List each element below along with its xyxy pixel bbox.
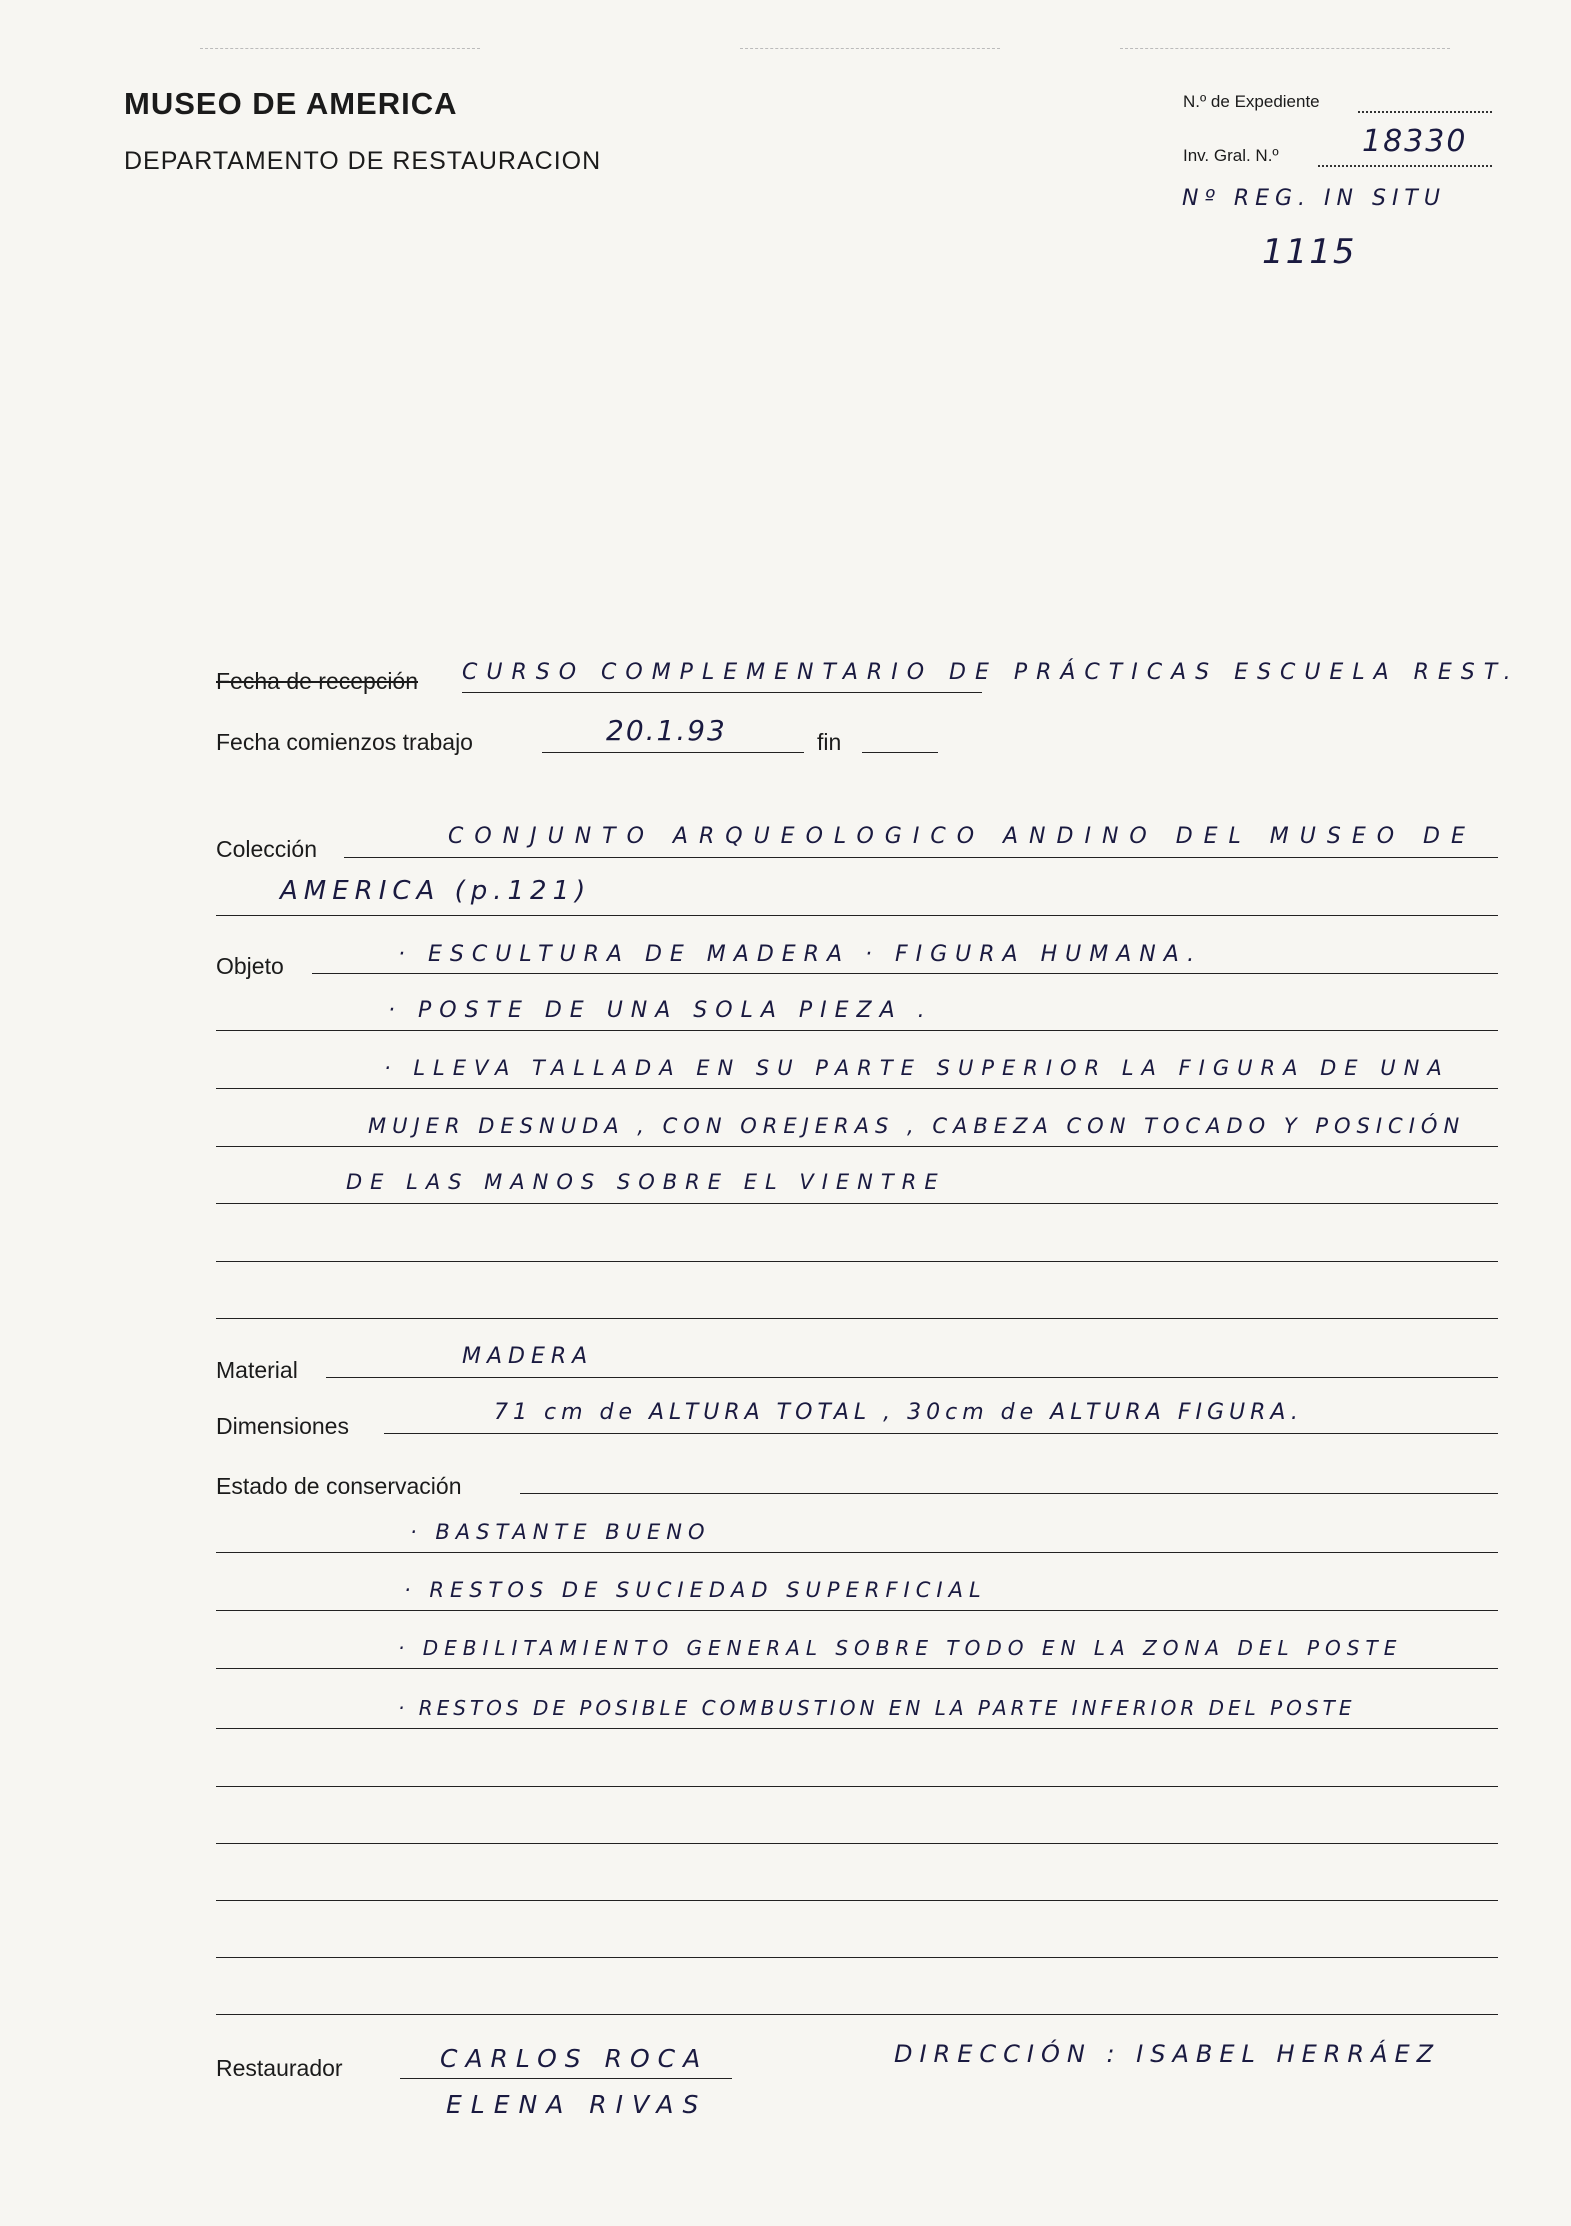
objeto-value-5-handwritten: DE LAS MANOS SOBRE EL VIENTRE bbox=[346, 1170, 946, 1194]
objeto-value-2-handwritten: · POSTE DE UNA SOLA PIEZA . bbox=[388, 998, 933, 1023]
expediente-label: N.º de Expediente bbox=[1183, 92, 1320, 111]
top-decorative-dash bbox=[740, 48, 1000, 49]
direccion-value-handwritten: DIRECCIÓN : ISABEL HERRÁEZ bbox=[894, 2040, 1441, 2068]
reg-note-handwritten: Nº REG. IN SITU bbox=[1182, 186, 1446, 211]
restaurador-value-1-handwritten: CARLOS ROCA bbox=[440, 2044, 709, 2073]
comienzos-label: Fecha comienzos trabajo bbox=[216, 729, 473, 755]
department-title: DEPARTAMENTO DE RESTAURACION bbox=[124, 147, 602, 175]
objeto-line-5 bbox=[216, 1203, 1498, 1204]
dimensiones-label: Dimensiones bbox=[216, 1413, 349, 1439]
top-decorative-dash bbox=[1120, 48, 1450, 49]
estado-line-1 bbox=[216, 1552, 1498, 1553]
objeto-value-3-handwritten: · LLEVA TALLADA EN SU PARTE SUPERIOR LA FIGURA DE UNA bbox=[384, 1056, 1450, 1080]
objeto-line-1 bbox=[312, 973, 1498, 974]
estado-label: Estado de conservación bbox=[216, 1473, 462, 1499]
estado-value-4-handwritten: · RESTOS DE POSIBLE COMBUSTION EN LA PARTE INFERIOR DEL POSTE bbox=[398, 1696, 1356, 1720]
inv-dots bbox=[1318, 165, 1492, 167]
fin-label: fin bbox=[817, 729, 842, 755]
estado-line-9 bbox=[216, 2014, 1498, 2015]
material-label: Material bbox=[216, 1357, 298, 1383]
restaurador-line bbox=[400, 2078, 732, 2079]
estado-line-0 bbox=[520, 1493, 1498, 1494]
restaurador-label: Restaurador bbox=[216, 2055, 343, 2081]
estado-line-6 bbox=[216, 1843, 1498, 1844]
estado-value-2-handwritten: · RESTOS DE SUCIEDAD SUPERFICIAL bbox=[404, 1578, 987, 1602]
museum-title: MUSEO DE AMERICA bbox=[124, 86, 458, 121]
objeto-label: Objeto bbox=[216, 953, 284, 979]
dimensiones-line bbox=[384, 1433, 1498, 1434]
estado-line-3 bbox=[216, 1668, 1498, 1669]
inv-label: Inv. Gral. N.º bbox=[1183, 146, 1279, 165]
objeto-line-6 bbox=[216, 1261, 1498, 1262]
comienzos-value-handwritten: 20.1.93 bbox=[606, 714, 727, 747]
objeto-line-4 bbox=[216, 1146, 1498, 1147]
recepcion-line bbox=[462, 692, 982, 693]
estado-line-4 bbox=[216, 1728, 1498, 1729]
coleccion-value-1-handwritten: CONJUNTO ARQUEOLOGICO ANDINO DEL MUSEO DE bbox=[448, 824, 1476, 849]
objeto-line-2 bbox=[216, 1030, 1498, 1031]
comienzos-line bbox=[542, 752, 804, 753]
estado-value-1-handwritten: · BASTANTE BUENO bbox=[410, 1520, 711, 1544]
reg-number-handwritten: 1115 bbox=[1262, 232, 1357, 272]
estado-line-5 bbox=[216, 1786, 1498, 1787]
recepcion-label: Fecha de recepción bbox=[216, 668, 419, 694]
objeto-line-3 bbox=[216, 1088, 1498, 1089]
fin-line bbox=[862, 752, 938, 753]
restaurador-value-2-handwritten: ELENA RIVAS bbox=[446, 2090, 708, 2119]
top-decorative-dash bbox=[200, 48, 480, 49]
coleccion-line-2 bbox=[216, 915, 1498, 916]
material-line bbox=[326, 1377, 1498, 1378]
estado-line-7 bbox=[216, 1900, 1498, 1901]
objeto-value-1-handwritten: · ESCULTURA DE MADERA · FIGURA HUMANA. bbox=[398, 942, 1203, 967]
estado-value-3-handwritten: · DEBILITAMIENTO GENERAL SOBRE TODO EN LA ZONA DEL POSTE bbox=[398, 1636, 1403, 1660]
material-value-handwritten: MADERA bbox=[462, 1344, 594, 1369]
expediente-dots bbox=[1358, 111, 1492, 113]
coleccion-label: Colección bbox=[216, 836, 317, 862]
coleccion-value-2-handwritten: AMERICA (p.121) bbox=[280, 876, 592, 906]
objeto-line-7 bbox=[216, 1318, 1498, 1319]
dimensiones-value-handwritten: 71 cm de ALTURA TOTAL , 30cm de ALTURA FIGURA. bbox=[494, 1400, 1303, 1425]
recepcion-value-handwritten: CURSO COMPLEMENTARIO DE PRÁCTICAS ESCUELA REST. bbox=[462, 660, 1520, 685]
estado-line-8 bbox=[216, 1957, 1498, 1958]
inv-number-handwritten: 18330 bbox=[1362, 124, 1468, 159]
coleccion-line-1 bbox=[344, 857, 1498, 858]
estado-line-2 bbox=[216, 1610, 1498, 1611]
objeto-value-4-handwritten: MUJER DESNUDA , CON OREJERAS , CABEZA CON TOCADO Y POSICIÓN bbox=[368, 1114, 1466, 1138]
